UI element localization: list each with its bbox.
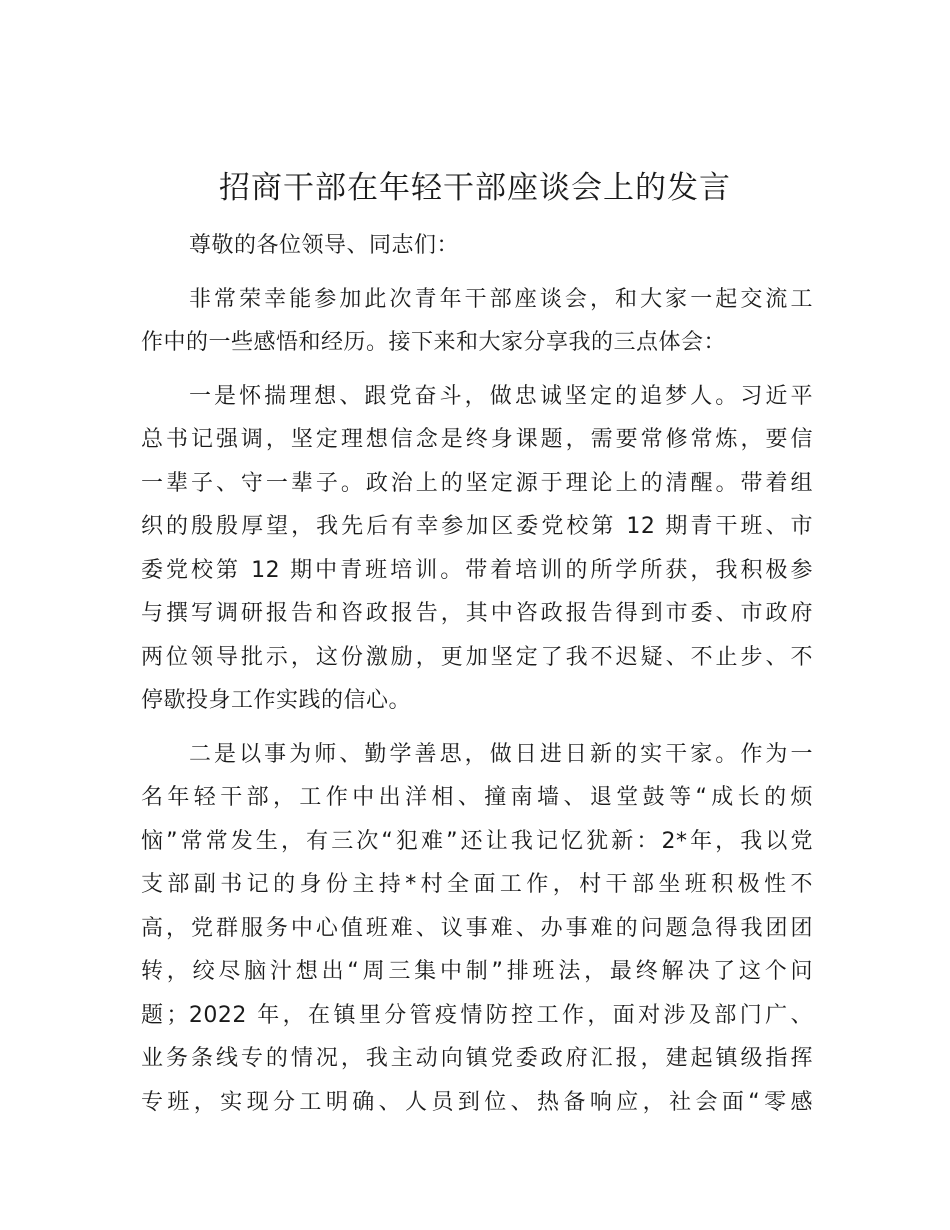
paragraph-line: 业务条线专的情况，我主动向镇党委政府汇报，建起镇级指挥 — [141, 1046, 813, 1071]
paragraph-line: 非常荣幸能参加此次青年干部座谈会，和大家一起交流工 — [189, 286, 813, 312]
salutation: 尊敬的各位领导、同志们： — [189, 233, 460, 258]
paragraph-line: 停歇投身工作实践的信心。 — [141, 688, 412, 713]
paragraph-line: 总书记强调，坚定理想信念是终身课题，需要常修常炼，要信 — [141, 427, 813, 452]
paragraph-intro — [141, 278, 813, 365]
paragraph-line: 两位领导批示，这份激励，更加坚定了我不迟疑、不止步、不 — [141, 644, 813, 670]
paragraph-line: 转，绞尽脑汁想出“周三集中制”排班法，最终解决了这个问 — [141, 959, 813, 984]
paragraph-line: 恼”常常发生，有三次“犯难”还让我记忆犹新：2*年，我以党 — [141, 828, 813, 854]
paragraph-line: 委党校第 12 期中青班培训。带着培训的所学所获，我积极参 — [141, 557, 813, 583]
paragraph-line: 支部副书记的身份主持*村全面工作，村干部坐班积极性不 — [141, 872, 813, 897]
paragraph-line: 专班，实现分工明确、人员到位、热备响应，社会面“零感 — [141, 1089, 813, 1115]
paragraph-line: 一是怀揣理想、跟党奋斗，做忠诚坚定的追梦人。习近平 — [189, 383, 813, 409]
paragraph-line: 题；2022 年，在镇里分管疫情防控工作，面对涉及部门广、 — [141, 1002, 813, 1028]
paragraph-point-one — [141, 375, 813, 723]
document-title: 招商干部在年轻干部座谈会上的发言 — [219, 170, 731, 206]
paragraph-line: 高，党群服务中心值班难、议事难、办事难的问题急得我团团 — [141, 915, 813, 941]
paragraph-line: 作中的一些感悟和经历。接下来和大家分享我的三点体会： — [141, 330, 727, 355]
paragraph-line: 织的殷殷厚望，我先后有幸参加区委党校第 12 期青干班、市 — [141, 514, 813, 539]
paragraph-line: 名年轻干部，工作中出洋相、撞南墙、退堂鼓等“成长的烦 — [141, 785, 813, 810]
document-body — [141, 224, 813, 1124]
paragraph-line: 二是以事为师、勤学善思，做日进日新的实干家。作为一 — [189, 741, 813, 767]
paragraph-line: 与撰写调研报告和咨政报告，其中咨政报告得到市委、市政府 — [141, 601, 813, 626]
paragraph-point-two — [141, 733, 813, 1125]
paragraph-line: 一辈子、守一辈子。政治上的坚定源于理论上的清醒。带着组 — [141, 470, 813, 496]
